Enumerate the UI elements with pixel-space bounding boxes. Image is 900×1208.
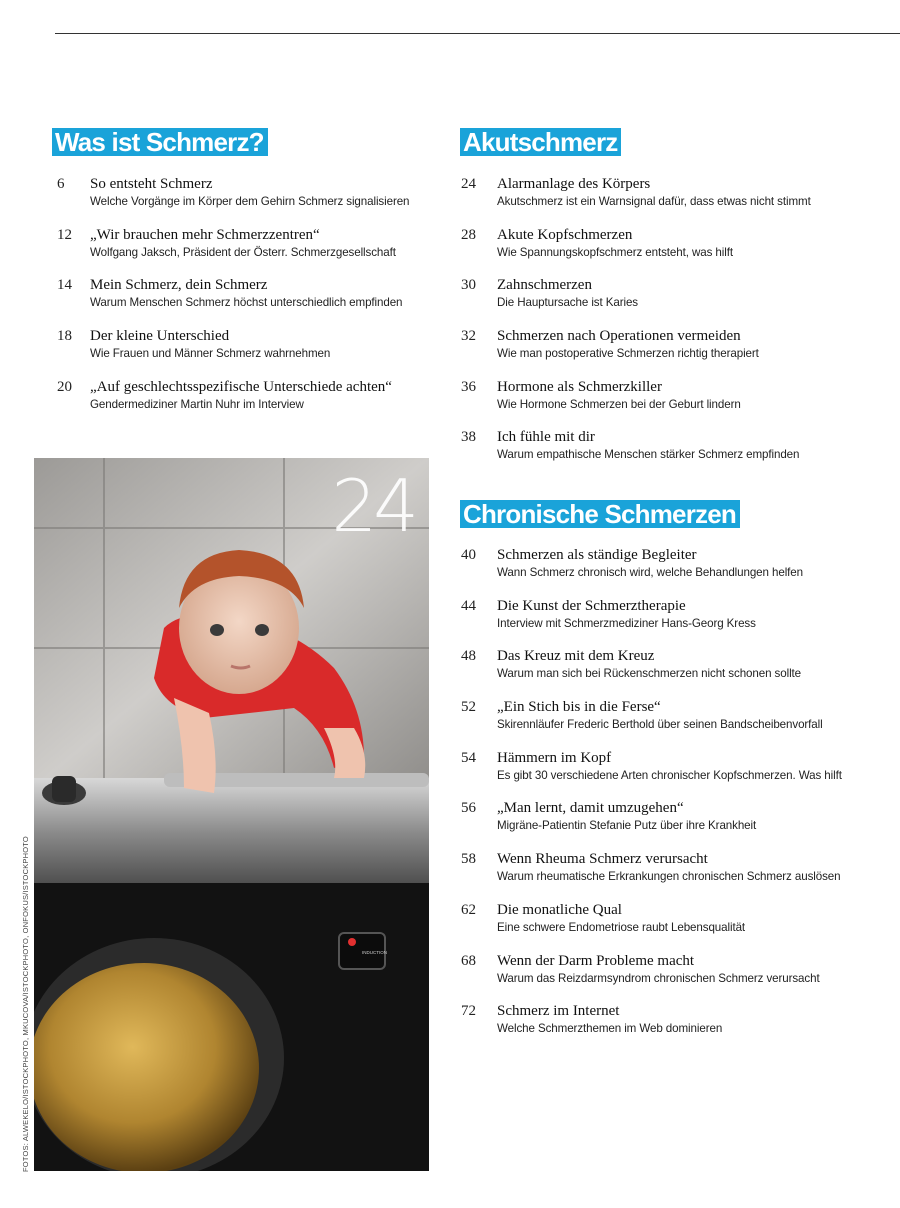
toc-entry-title: Hämmern im Kopf [497, 749, 612, 766]
toc-entry[interactable] [461, 277, 891, 328]
toc-entry-subtitle: Welche Schmerzthemen im Web dominieren [497, 1022, 723, 1036]
toc-entry-title: „Auf geschlechtsspezifische Unterschiede achten“ [90, 378, 392, 395]
toc-entry-title: Wenn Rheuma Schmerz verursacht [497, 851, 708, 868]
toc-page-number: 36 [461, 378, 476, 395]
toc-entry[interactable] [461, 800, 891, 851]
toc-page-number: 52 [461, 699, 476, 716]
toc-entry[interactable] [461, 547, 891, 598]
toc-page-number: 20 [57, 378, 72, 395]
toc-entry[interactable] [57, 176, 427, 227]
photo-baby-on-stove [34, 458, 429, 1171]
toc-entry-title: Der kleine Unterschied [90, 328, 230, 345]
toc-page-number: 40 [461, 547, 476, 563]
toc-entry[interactable] [461, 227, 891, 278]
toc-entry-title: „Man lernt, damit umzugehen“ [497, 800, 684, 817]
toc-entry[interactable] [461, 1003, 891, 1054]
toc-entry-subtitle: Welche Vorgänge im Körper dem Gehirn Schmerz signalisieren [90, 195, 410, 208]
toc-entry-title: Zahnschmerzen [497, 277, 592, 294]
toc-entry-subtitle: Eine schwere Endometriose raubt Lebensqualität [497, 920, 746, 934]
toc-page-number: 62 [461, 901, 476, 918]
toc-list-akutschmerz [461, 176, 891, 480]
toc-entry[interactable] [461, 176, 891, 227]
toc-entry-title: So entsteht Schmerz [90, 176, 213, 192]
toc-entry-subtitle: Warum man sich bei Rückenschmerzen nicht schonen sollte [497, 667, 802, 681]
toc-entry-title: Wenn der Darm Probleme macht [497, 952, 695, 969]
toc-entry[interactable] [461, 429, 891, 480]
induction-badge: INDUCTION [362, 950, 387, 955]
toc-entry-title: „Ein Stich bis in die Ferse“ [497, 699, 661, 716]
toc-page-number: 56 [461, 800, 476, 817]
toc-entry-subtitle: Wie Spannungskopfschmerz entsteht, was hilft [497, 245, 733, 259]
toc-page-number: 54 [461, 749, 476, 766]
toc-entry[interactable] [461, 750, 891, 801]
toc-entry[interactable] [57, 227, 427, 278]
toc-page-number: 30 [461, 277, 476, 294]
toc-entry-subtitle: Es gibt 30 verschiedene Arten chronischer Kopfschmerzen. Was hilft [497, 768, 842, 782]
toc-entry-subtitle: Warum empathische Menschen stärker Schmerz empfinden [497, 448, 800, 462]
toc-page-number: 44 [461, 597, 476, 614]
toc-entry[interactable] [461, 648, 891, 699]
toc-entry-subtitle: Gendermediziner Martin Nuhr im Interview [90, 397, 304, 411]
toc-page-number: 32 [461, 328, 476, 345]
toc-list-chronische-schmerzen [461, 547, 891, 1054]
toc-entry[interactable] [461, 953, 891, 1004]
toc-page-number: 24 [461, 176, 476, 192]
toc-entry-title: Die monatliche Qual [497, 901, 622, 918]
toc-entry-subtitle: Migräne-Patientin Stefanie Putz über ihre Krankheit [497, 819, 757, 833]
toc-entry-subtitle: Warum rheumatische Erkrankungen chronischen Schmerz auslösen [497, 870, 841, 884]
toc-entry[interactable] [461, 699, 891, 750]
toc-entry[interactable] [461, 851, 891, 902]
photo-page-number: 24 [331, 464, 415, 548]
toc-entry-subtitle: Skirennläufer Frederic Berthold über seinen Bandscheibenvorfall [497, 718, 823, 732]
toc-page-number: 28 [461, 226, 476, 243]
toc-entry-title: Ich fühle mit dir [497, 429, 595, 446]
toc-entry-subtitle: Wie Hormone Schmerzen bei der Geburt lindern [497, 397, 741, 411]
toc-entry-title: Schmerzen als ständige Begleiter [497, 547, 697, 563]
toc-entry-subtitle: Wie Frauen und Männer Schmerz wahrnehmen [90, 347, 331, 361]
toc-entry-title: Hormone als Schmerzkiller [497, 378, 662, 395]
toc-entry-title: Akute Kopfschmerzen [497, 226, 633, 243]
toc-entry-title: Die Kunst der Schmerztherapie [497, 597, 686, 614]
toc-entry[interactable] [57, 277, 427, 328]
toc-entry-title: „Wir brauchen mehr Schmerzzentren“ [90, 226, 320, 243]
toc-page-number: 14 [57, 277, 72, 294]
toc-page-number: 58 [461, 851, 476, 868]
toc-page-number: 12 [57, 226, 72, 243]
toc-page-number: 38 [461, 429, 476, 446]
toc-entry-subtitle: Warum das Reizdarmsyndrom chronischen Schmerz verursacht [497, 971, 820, 985]
top-rule [55, 33, 900, 34]
toc-entry-subtitle: Wann Schmerz chronisch wird, welche Behandlungen helfen [497, 566, 803, 579]
toc-page-number: 48 [461, 648, 476, 665]
toc-entry-subtitle: Interview mit Schmerzmediziner Hans-Georg Kress [497, 616, 756, 630]
toc-entry-title: Alarmanlage des Körpers [497, 176, 651, 192]
toc-entry[interactable] [461, 598, 891, 649]
toc-page-number: 68 [461, 952, 476, 969]
toc-entry[interactable] [461, 379, 891, 430]
toc-entry-title: Schmerz im Internet [497, 1003, 620, 1020]
section-heading-was-ist-schmerz: Was ist Schmerz? [52, 128, 268, 156]
toc-entry-subtitle: Warum Menschen Schmerz höchst unterschiedlich empfinden [90, 296, 403, 310]
toc-entry-subtitle: Wolfgang Jaksch, Präsident der Österr. Schmerzgesellschaft [90, 245, 396, 259]
toc-entry[interactable] [57, 328, 427, 379]
toc-entry[interactable] [461, 902, 891, 953]
toc-list-was-ist-schmerz [57, 176, 427, 429]
photo-credit: FOTOS: ALWEKELO/ISTOCKPHOTO, MKUCOVA/ISTOCKPHOTO, ONFOKUS/ISTOCKPHOTO [21, 836, 30, 1172]
toc-entry-title: Schmerzen nach Operationen vermeiden [497, 328, 741, 345]
feature-photo [34, 458, 429, 1171]
toc-entry-subtitle: Akutschmerz ist ein Warnsignal dafür, dass etwas nicht stimmt [497, 195, 811, 208]
toc-entry-subtitle: Wie man postoperative Schmerzen richtig therapiert [497, 347, 759, 361]
toc-page-number: 18 [57, 328, 72, 345]
toc-page-number: 6 [57, 176, 65, 192]
toc-entry[interactable] [57, 379, 427, 430]
toc-entry-title: Mein Schmerz, dein Schmerz [90, 277, 268, 294]
toc-entry-subtitle: Die Hauptursache ist Karies [497, 296, 638, 310]
section-heading-akutschmerz: Akutschmerz [460, 128, 621, 156]
section-heading-chronische-schmerzen: Chronische Schmerzen [460, 500, 740, 528]
toc-entry[interactable] [461, 328, 891, 379]
toc-page-number: 72 [461, 1003, 476, 1020]
toc-entry-title: Das Kreuz mit dem Kreuz [497, 648, 655, 665]
